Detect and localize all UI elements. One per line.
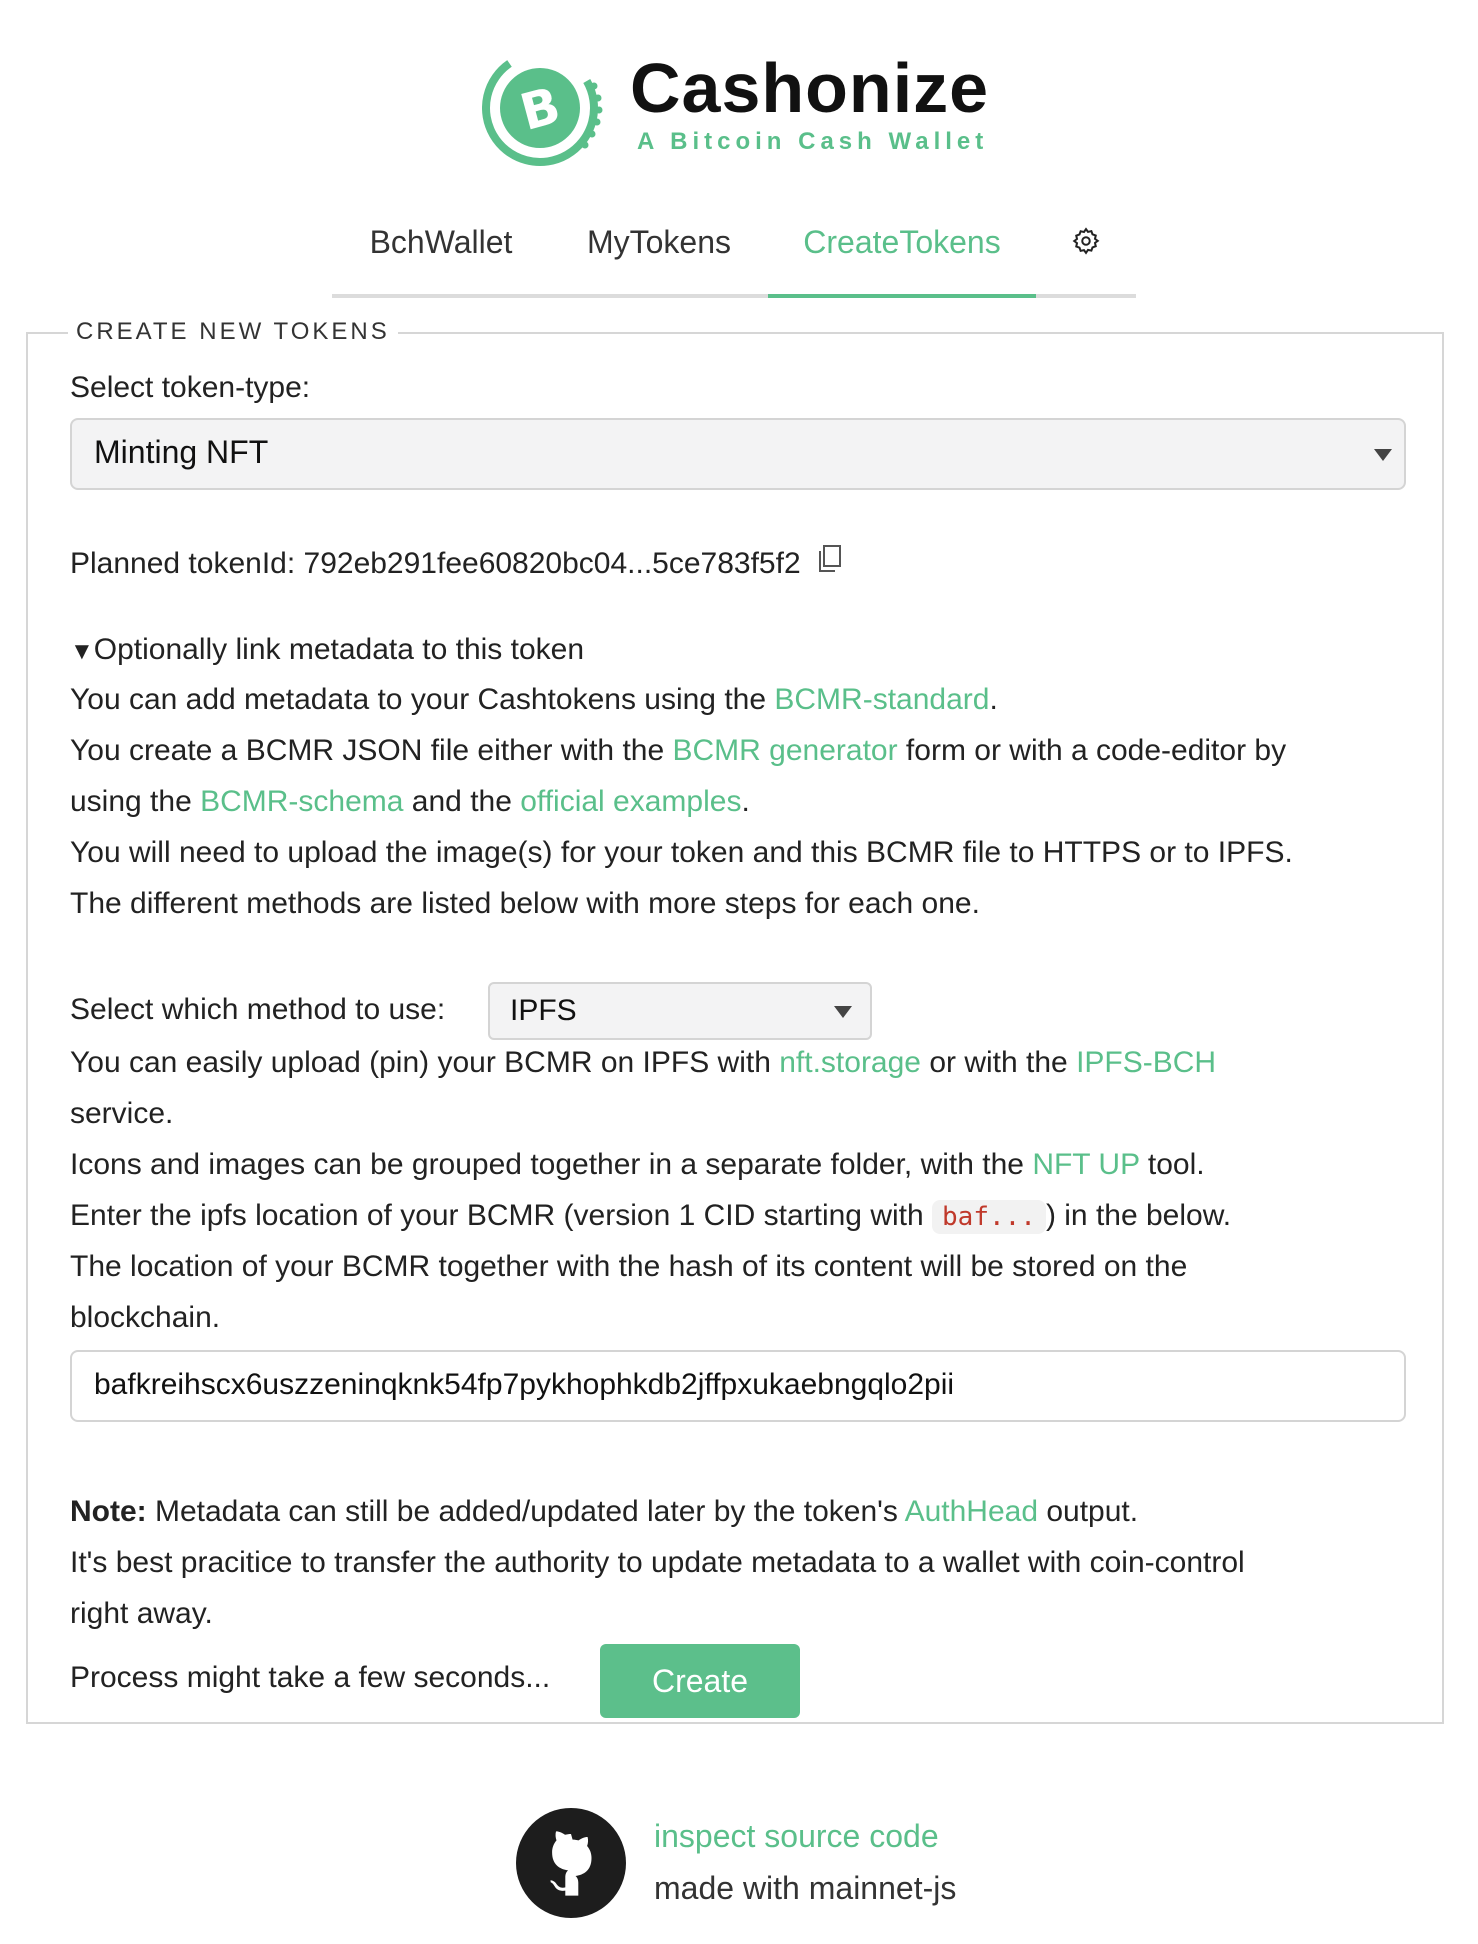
tab-mytokens[interactable]: MyTokens: [586, 224, 732, 260]
cid-prefix-code: baf...: [932, 1200, 1046, 1234]
ipfs-paragraph-1b: service.: [70, 1097, 174, 1130]
planned-token-id-text: Planned tokenId: 792eb291fee60820bc04...5ce783f5f2: [70, 547, 801, 580]
bcmr-cid-input[interactable]: [70, 1350, 1406, 1422]
app-header: [482, 46, 1002, 176]
cashonize-logo-icon: [482, 46, 607, 171]
inspect-source-link[interactable]: inspect source code: [654, 1818, 939, 1854]
location-paragraph-2: blockchain.: [70, 1301, 221, 1334]
copy-icon[interactable]: [817, 544, 843, 574]
location-paragraph-1: The location of your BCMR together with the hash of its content will be stored on the: [70, 1250, 1188, 1283]
planned-token-id: [70, 544, 843, 584]
token-type-label: Select token-type:: [70, 371, 311, 404]
github-cat-icon: [516, 1808, 626, 1918]
note-paragraph: Note: Metadata can still be added/updated later by the token's AuthHead output.: [70, 1495, 1139, 1528]
gear-icon: [1071, 226, 1101, 256]
github-icon[interactable]: [516, 1808, 626, 1918]
create-button[interactable]: Create: [600, 1644, 800, 1718]
chevron-down-icon: [834, 1006, 852, 1018]
chevron-down-icon: [1374, 449, 1392, 461]
bcmr-standard-link[interactable]: BCMR-standard: [774, 683, 990, 716]
svg-text:B: B: [514, 76, 567, 142]
token-type-select[interactable]: [70, 418, 1406, 490]
ipfs-paragraph-1: You can easily upload (pin) your BCMR on IPFS with nft.storage or with the IPFS-BCH: [70, 1046, 1217, 1079]
nft-up-link[interactable]: NFT UP: [1032, 1148, 1140, 1181]
metadata-details-summary[interactable]: ▼Optionally link metadata to this token: [70, 633, 585, 666]
process-note: Process might take a few seconds...: [70, 1661, 551, 1694]
metadata-paragraph-3: You will need to upload the image(s) for your token and this BCMR file to HTTPS or to IPFS.: [70, 836, 1293, 869]
ipfs-bch-link[interactable]: IPFS-BCH: [1076, 1046, 1217, 1079]
method-value: IPFS: [510, 994, 577, 1027]
metadata-paragraph-1: You can add metadata to your Cashtokens using the BCMR-standard.: [70, 683, 998, 716]
tab-bchwallet[interactable]: BchWallet: [369, 224, 513, 260]
nft-storage-link[interactable]: nft.storage: [779, 1046, 921, 1079]
bcmr-schema-link[interactable]: BCMR-schema: [200, 785, 404, 818]
enter-location-paragraph: Enter the ipfs location of your BCMR (version 1 CID starting with baf... ) in the below.: [70, 1199, 1232, 1232]
create-tokens-fieldset: [26, 318, 1444, 1724]
best-practice-2: right away.: [70, 1597, 213, 1630]
method-label: Select which method to use:: [70, 993, 446, 1026]
authhead-link[interactable]: AuthHead: [904, 1495, 1039, 1528]
metadata-paragraph-2b: using the BCMR-schema and the official examples.: [70, 785, 750, 818]
made-with-text: made with mainnet-js: [654, 1870, 957, 1906]
tab-createtokens[interactable]: CreateTokens: [768, 210, 1036, 298]
brand-name: Cashonize: [630, 49, 990, 127]
metadata-paragraph-4: The different methods are listed below with more steps for each one.: [70, 887, 980, 920]
triangle-down-icon: ▼: [70, 638, 94, 665]
official-examples-link[interactable]: official examples: [520, 785, 742, 818]
fieldset-legend: CREATE NEW TOKENS: [68, 318, 398, 346]
bcmr-cid-value: bafkreihscx6uszzeninqknk54fp7pykhophkdb2jffpxukaebngqlo2pii: [94, 1368, 955, 1401]
metadata-paragraph-2a: You create a BCMR JSON file either with the BCMR generator form or with a code-editor by: [70, 734, 1287, 767]
icons-paragraph: Icons and images can be grouped together in a separate folder, with the NFT UP tool.: [70, 1148, 1205, 1181]
bcmr-generator-link[interactable]: BCMR generator: [672, 734, 898, 767]
method-select[interactable]: [488, 982, 872, 1040]
token-type-value: Minting NFT: [94, 434, 269, 470]
main-nav: [332, 210, 1136, 298]
tab-settings[interactable]: [1036, 210, 1136, 294]
brand-subtitle: A Bitcoin Cash Wallet: [637, 128, 989, 155]
best-practice-1: It's best pracitice to transfer the authority to update metadata to a wallet with coin-control: [70, 1546, 1245, 1579]
